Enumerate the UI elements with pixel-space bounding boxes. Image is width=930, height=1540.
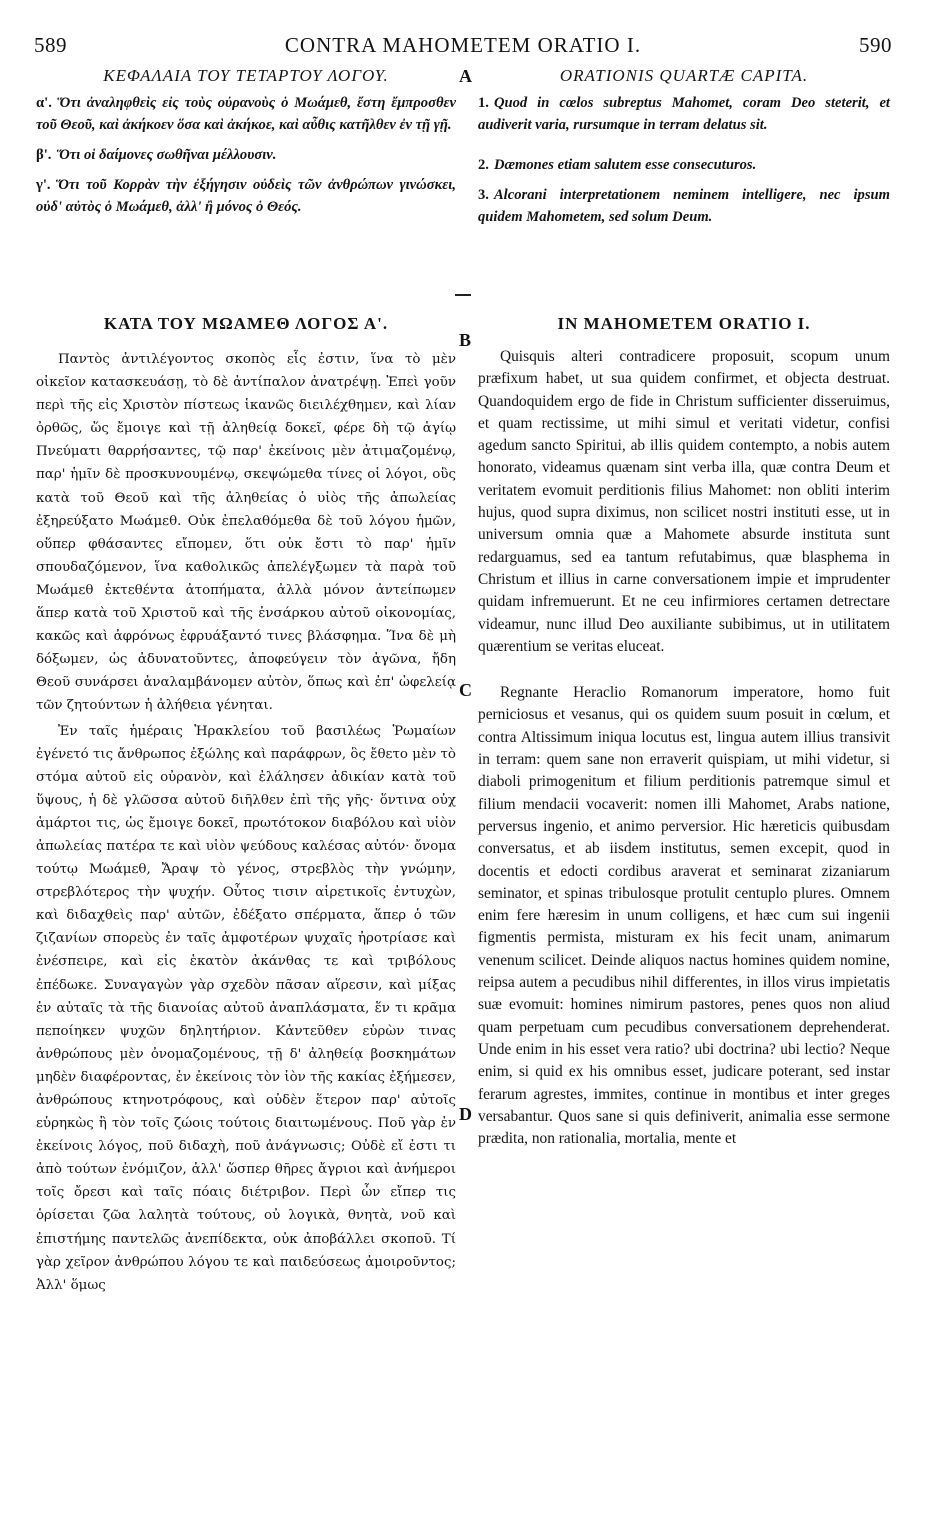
- margin-letter-d: D: [459, 1104, 472, 1124]
- page-number-left: 589: [34, 33, 67, 57]
- latin-oratio-title: IN MAHOMETEM ORATIO I.: [557, 314, 811, 333]
- greek-capita-block: [36, 66, 456, 226]
- column-divider: [455, 294, 471, 296]
- page-number-right: 590: [859, 33, 892, 57]
- latin-paragraph-2: Regnante Heraclio Romanorum imperatore, homo fuit perniciosus et vesanus, qui os quidem suum posuit in cœlum, et contra Altissimum iniqua locutus est, lingua autem illius transivit in terram: quem sane non erraverit quispiam, ut mihi videtur, si diaboli primogenitum et filium perditionis patremque simul et filium mendacii vocaverit: nomen illi Mahomet, Arabs natione, perversus ingenio, et animo perversior. Hic hæreticis quibusdam conversatus, et ab iisdem institutus, semen excepit, quod in docentis et edocti cordibus araverat et seminarat zizaniarum seminator, et spinas tribulosque protulit centuplo plures. Omnem enim fere hæresim in unum colligens, et hæc cum sui ingenii figmentis permista, misturam ex his fecit unam, animarum venenum scilicet. Deinde aliquos nactus homines quidem nomine, reipsa autem a pecudibus nihil differentes, in illos virus impietatis suæ evomuit: homines nimirum pastores, penes quos non aliud quam perpetuam cum pecudibus conversationem deprehenderat. Unde enim in his esset vera ratio? ubi doctrina? ubi lectio? Neque enim, si quid ex his omnibus esset, judicare poterant, sed instar ferarum agrestes, immites, continue in montibus et inter greges versabantur. Quos sane si quis definiverit, animalia esse sermone prædita, non rationalia, mortalia, mente et: [478, 684, 890, 1148]
- latin-caput-2: 2. Dæmones etiam salutem esse consecuturos.: [478, 157, 757, 173]
- running-head: [34, 33, 892, 63]
- latin-capita-heading: ORATIONIS QUARTÆ CAPITA.: [559, 66, 809, 85]
- greek-caput-3: γ'. Ὅτι τοῦ Κορρὰν τὴν ἐξήγησιν οὐδεὶς τῶν ἀνθρώπων γινώσκει, οὐδ' αὐτὸς ὁ Μωάμεθ, ἀλλ' ἢ μόνος ὁ Θεός.: [36, 177, 456, 215]
- margin-letter-a: A: [459, 66, 472, 86]
- latin-caput-1: 1. Quod in cœlos subreptus Mahomet, coram Deo steterit, et audiverit varia, rursumque in terram delatus sit.: [478, 95, 890, 133]
- greek-capita-heading: ΚΕΦΑΛΑΙΑ ΤΟΥ ΤΕΤΑΡΤΟΥ ΛΟΓΟΥ.: [103, 66, 389, 85]
- latin-capita-block: [478, 66, 890, 236]
- greek-caput-2: β'. Ὅτι οἱ δαίμονες σωθῆναι μέλλουσιν.: [36, 147, 277, 163]
- greek-capita-list: [36, 92, 456, 218]
- latin-paragraph-1: Quisquis alteri contradicere proposuit, scopum unum præfixum habet, ut sua quidem confirmet, et objecta destruat. Quandoquidem ergo de fide in Christum sufficienter disseruimus, et quam rectissime, ut mihi simul et veritati videtur, confisi agedum sancto Spiritui, ab illis quidem contempto, a nobis autem honorato, videamus quænam sint verba illa, quæ contra Deum et veritatem evomuit perditionis filius Mahomet: non obliti interim hujus, quod supra diximus, non scilicet nostri instituti esse, ut in universum omnia quæ a Mahomete absurde instituta sunt redarguamus, sed ea tantum refutabimus, quæ blasphema in Christum et illius in carne conversationem impie et imprudenter quidam infremuerunt. Et ne ceu infirmiores certamen detrectare videamur, nunc illud Deo auxiliante subibimus, ut in utilitatem quærentium se veritas eluceat.: [478, 348, 890, 655]
- greek-oratio-title: ΚΑΤΑ ΤΟΥ ΜΩΑΜΕΘ ΛΟΓΟΣ Α'.: [103, 314, 389, 333]
- latin-caput-3: 3. Alcorani interpretationem neminem intelligere, nec ipsum quidem Mahometem, sed solum Deum.: [478, 187, 890, 225]
- greek-caput-1: α'. Ὅτι ἀναληφθεὶς εἰς τοὺς οὐρανοὺς ὁ Μωάμεθ, ἔστη ἔμπροσθεν τοῦ Θεοῦ, καὶ ἀκήκοεν ὅσα καὶ ἀκήκοε, καὶ αὖθις κατῆλθεν ἐν τῇ γῇ.: [36, 95, 456, 133]
- margin-letter-c: C: [459, 680, 472, 700]
- margin-letter-b: B: [459, 330, 472, 350]
- greek-paragraph-1: Παντὸς ἀντιλέγοντος σκοπὸς εἷς ἐστιν, ἵνα τὸ μὲν οἰκεῖον κατασκευάσῃ, τὸ δὲ ἀντίπαλον ἀνατρέψῃ. Ἐπεὶ γοῦν περὶ τῆς εἰς Χριστὸν πίστεως ἱκανῶς διειλέχθημεν, καὶ λίαν ὀρθῶς, ὥς ἔμοιγε καὶ τῇ ἀληθείᾳ δοκεῖ, φέρε δὴ τῷ ἁγίῳ Πνεύματι θαρρήσαντες, τῷ παρ' ἐκείνοις μὲν ἀτιμαζομένῳ, παρ' ἡμῖν δὲ προσκυνουμένῳ, σκεψώμεθα τίνες οἱ λόγοι, οὓς κατὰ τοῦ Θεοῦ καὶ τῆς ἀληθείας ὁ υἱὸς τῆς ἀπωλείας ἐξηρεύξατο Μωάμεθ. Οὐκ ἐπελαθόμεθα δὲ τοῦ λόγου ἡμῶν, οὕπερ φθάσαντες εἴπομεν, ὅτι οὐκ ἔστι τὸ παρ' ἡμῖν σπουδαζόμενον, ἵνα καθολικῶς ἀπελέγξωμεν τὰ παρὰ τοῦ Μωάμεθ ἐκτεθέντα ἀτοπήματα, ἀλλὰ μόνον ἀντείπωμεν ἅπερ κατὰ τοῦ Χριστοῦ καὶ τῆς ἐνσάρκου αὐτοῦ οἰκονομίας, κακῶς καὶ ἀφρόνως ἐφρυάξαντό τινες βλάσφημα. Ἵνα δὲ μὴ δόξωμεν, ὡς ἀδυνατοῦντες, ἀποφεύγειν τὸν ἀγῶνα, ἤδη Θεοῦ συνάρσει ἀναλαμβάνομεν αὐτὸν, ὅπως καὶ ἐπ' ὠφελείᾳ τῶν ζητούντων ἡ ἀλήθεια γένηται.: [36, 352, 456, 714]
- running-title: CONTRA MAHOMETEM ORATIO I.: [284, 33, 642, 57]
- latin-body: [478, 346, 890, 1150]
- greek-body: [36, 348, 456, 1297]
- greek-oratio: [36, 314, 456, 1297]
- latin-capita-list: [478, 92, 890, 228]
- latin-oratio: [478, 314, 890, 1150]
- greek-paragraph-2: Ἐν ταῖς ἡμέραις Ἡρακλείου τοῦ βασιλέως Ῥωμαίων ἐγένετό τις ἄνθρωπος ἐξώλης καὶ παράφρων, ὃς ἔθετο μὲν τὸ στόμα αὐτοῦ εἰς οὐρανὸν, καὶ ἐλάλησεν ἀδικίαν κατὰ τοῦ ὕψους, ἡ δὲ γλῶσσα αὐτοῦ διῆλθεν ἐπὶ τῆς γῆς· ὅντινα οὐχ ἁμάρτοι τις, ὡς ἔμοιγε δοκεῖ, πρωτότοκον διαβόλου καὶ υἱὸν ἀπωλείας πατέρα τε καὶ υἱὸν ψεύδους καλέσας αὐτόν· ὄνομα τούτῳ Μωάμεθ, Ἄραψ τὸ γένος, στρεβλὸς τὴν γνώμην, στρεβλότερος τὴν ψυχήν. Οὗτος τισιν αἱρετικοῖς ἐντυχὼν, καὶ διδαχθεὶς παρ' αὐτῶν, ἐδέξατο σπέρματα, ἅπερ ὁ τῶν ζιζανίων σπορεὺς ἐν ταῖς ἀμφοτέρων ψυχαῖς ἠροτρίασε καὶ ἐνέσπειρε, καὶ εἰς ἑκατὸν ἀκάνθας τε καὶ τριβόλους ἐπέδωκε. Συναγαγὼν γὰρ σχεδὸν πᾶσαν αἵρεσιν, καὶ μίξας ἐν αὐταῖς τὰ τῆς διανοίας αὐτοῦ ἀναπλάσματα, ἕν τι κρᾶμα πεποίηκεν ψυχῶν δηλητήριον. Κἀντεῦθεν εὑρὼν τινας ἀνθρώπους μὲν ὀνομαζομένους, τῇ δ' ἀληθείᾳ βοσκημάτων μηδὲν διαφέροντας, ἐν ἐκείνοις τὸν ἰὸν τῆς κακίας ἐξήμεσεν, ἀνθρώπους κτηνοτρόφους, καὶ οὐδὲν ἕτερον παρ' αὐτοῖς εὑρηκὼς ἢ τὸν τοῖς ζώοις τούτοις διαιτωμένους. Ποῦ γὰρ ἐν ἐκείνοις λόγος, ποῦ διδαχὴ, ποῦ ἀνάγνωσις; Οὐδὲ εἴ ἐστι τι ἀπὸ τούτων ἐνόμιζον, ἀλλ' ὥσπερ θῆρες ἄγριοι καὶ ἀνήμεροι τοῖς ὄρεσι καὶ ταῖς πόαις διέτριβον. Περὶ ὧν εἴπερ τις ὁρίσεται ζῶα λαλητὰ τούτους, οὐ λογικὰ, θνητὰ, νοῦ καὶ ἐπιστήμης παντελῶς ἀνεπίδεκτα, οὐκ ἀποβάλλει σκοποῦ. Τί γὰρ χεῖρον ἀνθρώπου λόγου τε καὶ παιδεύσεως ἀμοιροῦντος; Ἀλλ' ὅμως: [36, 723, 456, 1293]
